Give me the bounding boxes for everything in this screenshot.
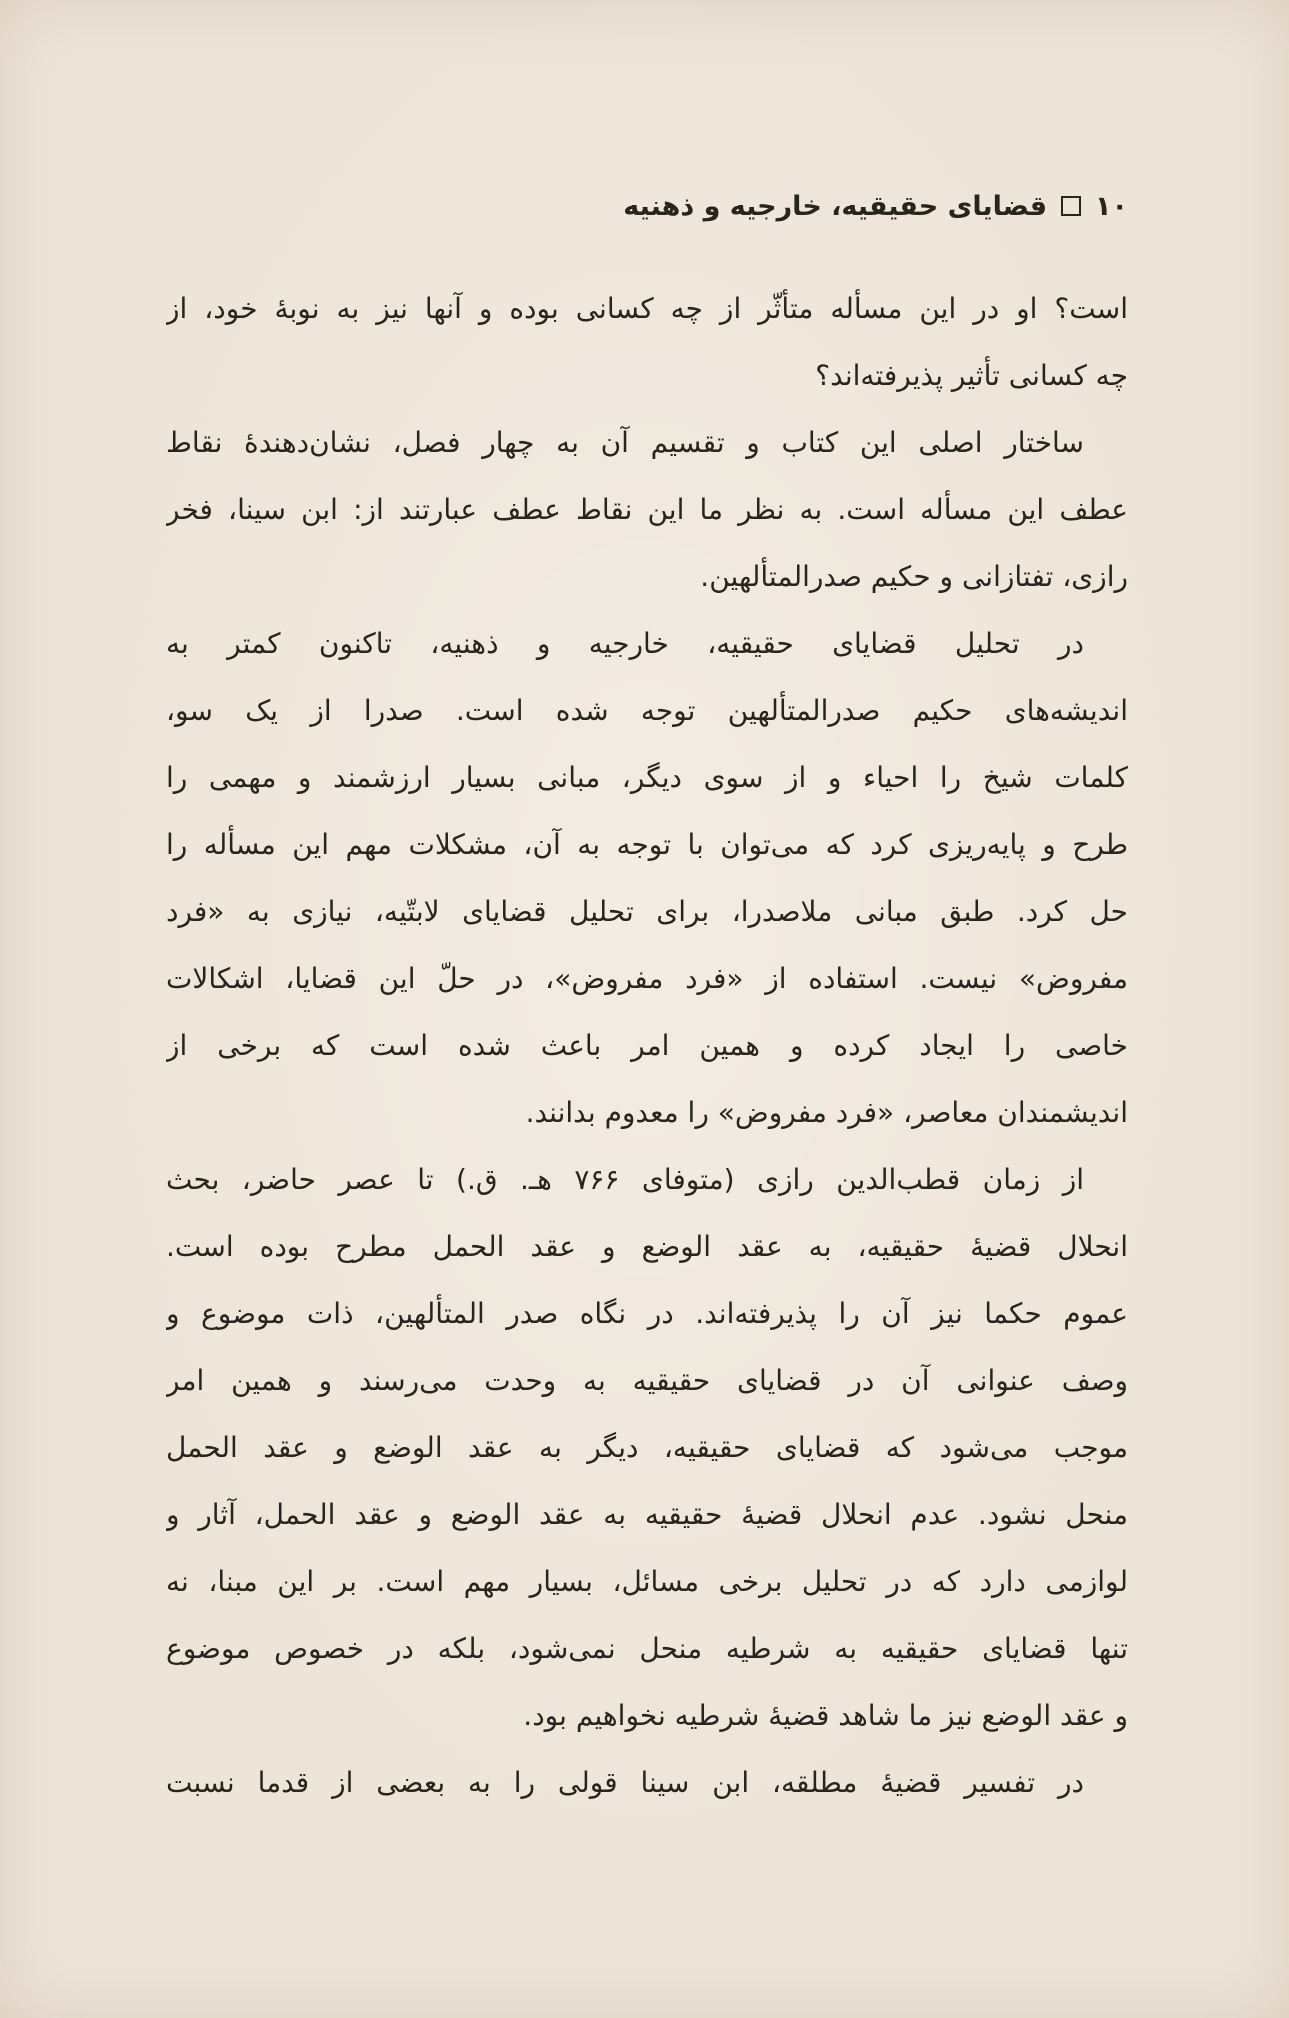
text-line: تنها قضایای حقیقیه به شرطیه منحل نمی‌شود، بلکه در خصوص موضوع bbox=[166, 1632, 1128, 1665]
text-line: خاصی را ایجاد کرده و همین امر باعث شده است که برخی از bbox=[166, 1029, 1128, 1062]
text-line: و عقد الوضع نیز ما شاهد قضیهٔ شرطیه نخواهیم بود. bbox=[523, 1699, 1128, 1732]
text-line: است؟ او در این مسأله متأثّر از چه کسانی بوده و آنها نیز به نوبهٔ خود، از bbox=[166, 292, 1128, 325]
body-text bbox=[166, 275, 1128, 1816]
text-line: حل کرد. طبق مبانی ملاصدرا، برای تحلیل قضایای لابتّیه، نیازی به «فرد bbox=[166, 895, 1128, 928]
text-line: وصف عنوانی آن در قضایای حقیقیه به وحدت می‌رسند و همین امر bbox=[166, 1364, 1128, 1397]
text-line: در تحلیل قضایای حقیقیه، خارجیه و ذهنیه، تاکنون کمتر به bbox=[166, 627, 1084, 660]
text-line: ساختار اصلی این کتاب و تقسیم آن به چهار فصل، نشان‌دهندهٔ نقاط bbox=[166, 426, 1084, 459]
page-number: ۱۰ bbox=[1095, 190, 1128, 222]
text-line: موجب می‌شود که قضایای حقیقیه، دیگر به عقد الوضع و عقد الحمل bbox=[166, 1431, 1128, 1464]
paragraph bbox=[166, 610, 1128, 1146]
paragraph bbox=[166, 409, 1128, 610]
text-line: کلمات شیخ را احیاء و از سوی دیگر، مبانی بسیار ارزشمند و مهمی را bbox=[166, 761, 1128, 794]
text-line: رازی، تفتازانی و حکیم صدرالمتألهین. bbox=[700, 560, 1128, 593]
square-outline-icon bbox=[1061, 196, 1081, 216]
text-line: اندیشه‌های حکیم صدرالمتألهین توجه شده است. صدرا از یک سو، bbox=[166, 694, 1128, 727]
text-line: انحلال قضیهٔ حقیقیه، به عقد الوضع و عقد الحمل مطرح بوده است. bbox=[166, 1230, 1128, 1263]
text-line: مفروض» نیست. استفاده از «فرد مفروض»، در حلّ این قضایا، اشکالات bbox=[166, 962, 1128, 995]
paragraph bbox=[166, 275, 1128, 409]
text-line: منحل نشود. عدم انحلال قضیهٔ حقیقیه به عقد الوضع و عقد الحمل، آثار و bbox=[166, 1498, 1128, 1531]
running-title: قضایای حقیقیه، خارجیه و ذهنیه bbox=[623, 190, 1048, 222]
running-header bbox=[623, 181, 1128, 231]
text-line: عموم حکما نیز آن را پذیرفته‌اند. در نگاه صدر المتألهین، ذات موضوع و bbox=[166, 1297, 1128, 1330]
text-line: طرح و پایه‌ریزی کرد که می‌توان با توجه به آن، مشکلات مهم این مسأله را bbox=[166, 828, 1128, 861]
text-line: از زمان قطب‌الدین رازی (متوفای ۷۶۶ هـ. ق.) تا عصر حاضر، بحث bbox=[166, 1163, 1084, 1196]
text-line: لوازمی دارد که در تحلیل برخی مسائل، بسیار مهم است. بر این مبنا، نه bbox=[166, 1565, 1128, 1598]
text-line: اندیشمندان معاصر، «فرد مفروض» را معدوم بدانند. bbox=[525, 1096, 1128, 1129]
paragraph bbox=[166, 1146, 1128, 1749]
text-line: در تفسیر قضیهٔ مطلقه، ابن سینا قولی را به بعضی از قدما نسبت bbox=[166, 1766, 1084, 1799]
text-line: چه کسانی تأثیر پذیرفته‌اند؟ bbox=[815, 359, 1128, 392]
text-line: عطف این مسأله است. به نظر ما این نقاط عطف عبارتند از: ابن سینا، فخر bbox=[166, 493, 1128, 526]
paragraph bbox=[166, 1749, 1128, 1816]
